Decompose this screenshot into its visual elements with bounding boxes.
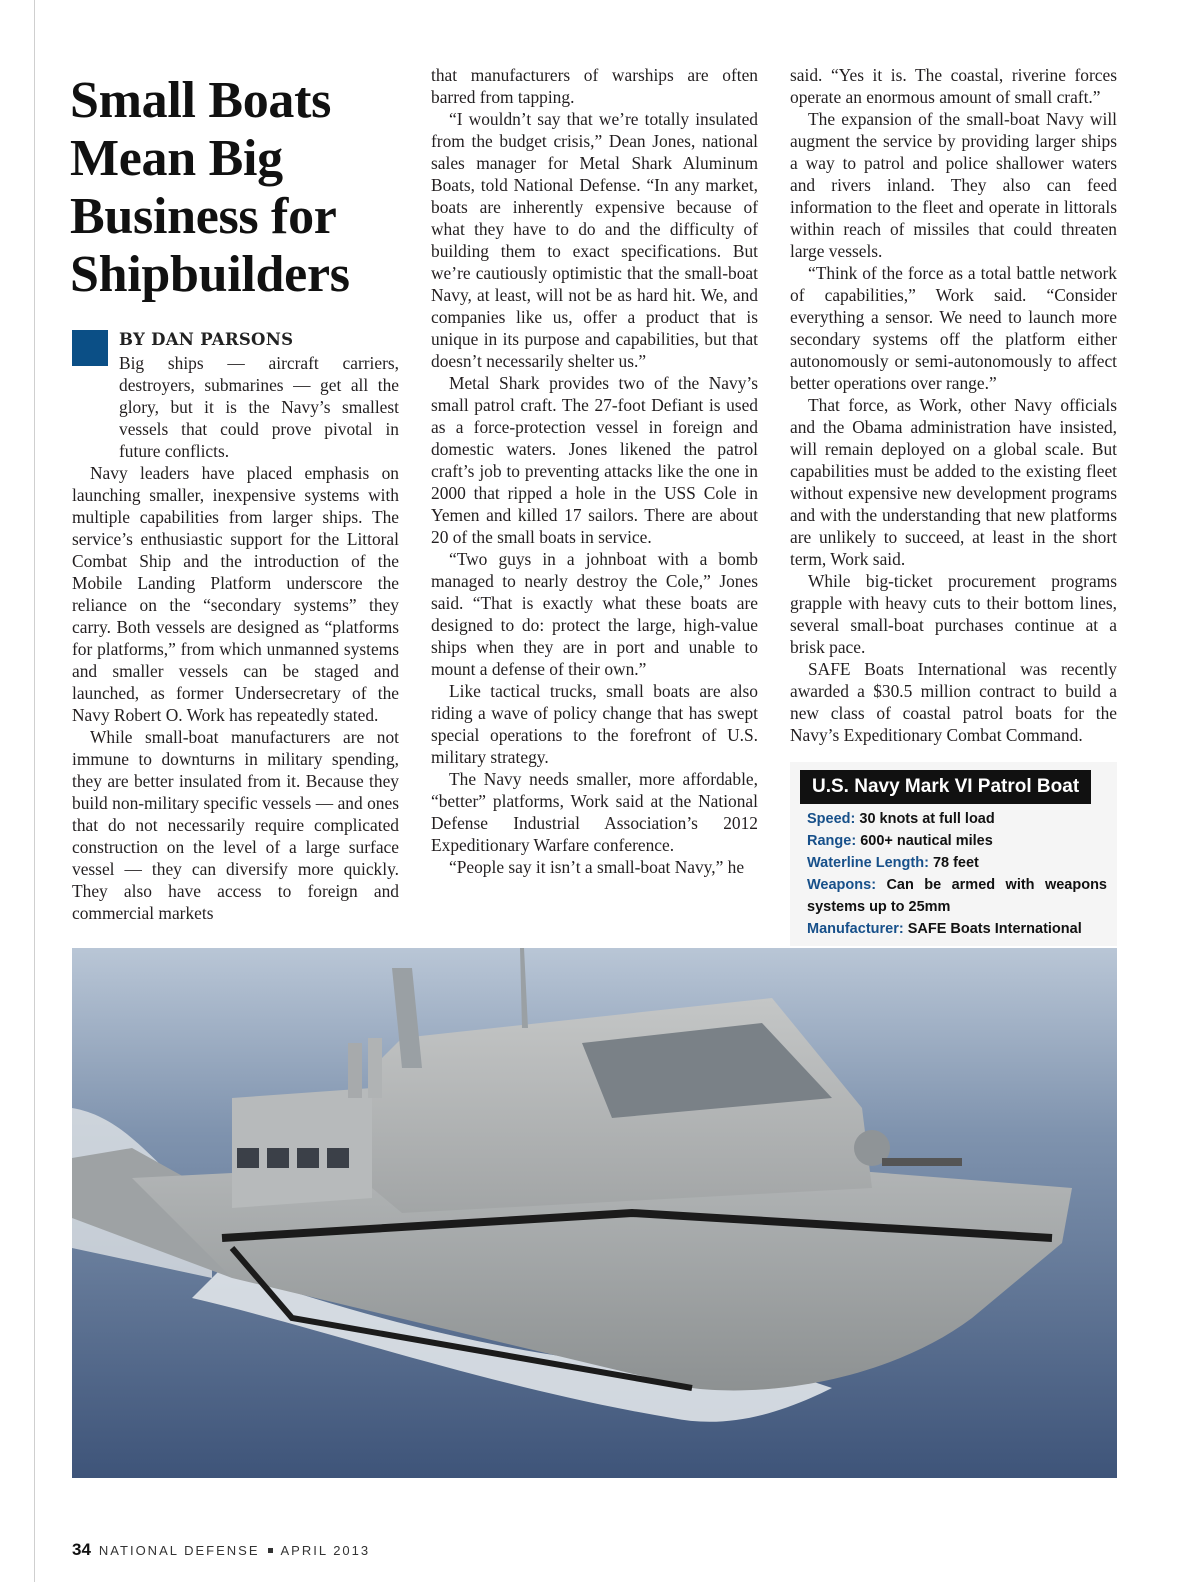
article-column-3 bbox=[790, 64, 1117, 746]
paragraph: Like tactical trucks, small boats are also riding a wave of policy change that has swept special operations to the forefront of U.S. military strategy. bbox=[431, 681, 758, 767]
footer-separator bbox=[268, 1548, 273, 1553]
spec-label: Weapons: bbox=[807, 877, 877, 893]
spec-row-weapons bbox=[807, 874, 1107, 918]
spec-value: Can be armed with weapons systems up to 25mm bbox=[807, 877, 1107, 915]
article-column-1 bbox=[72, 352, 399, 924]
patrol-boat-illustration bbox=[72, 948, 1117, 1478]
spec-value: 600+ nautical miles bbox=[860, 833, 993, 849]
porthole bbox=[327, 1148, 349, 1168]
paragraph: Big ships — aircraft carriers, destroyers, submarines — get all the glory, but it is the Navy’s smallest vessels that could prove pivotal in future conflicts. bbox=[119, 353, 399, 461]
byline: BY DAN PARSONS bbox=[119, 330, 294, 349]
paragraph: Metal Shark provides two of the Navy’s small patrol craft. The 27-foot Defiant is used as a force-protection vessel in foreign and domestic waters. Jones likened the patrol craft’s job to preventing attacks like the one in 2000 that ripped a hole in the USS Cole in Yemen and killed 17 sailors. There are about 20 of the small boats in service. bbox=[431, 373, 758, 547]
paragraph: While big-ticket procurement programs grapple with heavy cuts to their bottom lines, several small-boat purchases continue at a brisk pace. bbox=[790, 571, 1117, 657]
paragraph: Navy leaders have placed emphasis on launching smaller, inexpensive systems with multiple capabilities from larger ships. The service’s enthusiastic support for the Littoral Combat Ship and the introduction of the Mobile Landing Platform underscore the reliance on the “secondary systems” they carry. Both vessels are designed as “platforms for platforms,” from which unmanned systems and smaller vessels can be staged and launched, as former Undersecretary of the Navy Robert O. Work has repeatedly stated. bbox=[72, 463, 399, 725]
paragraph: The expansion of the small-boat Navy will augment the service by providing larger ships a way to patrol and police shallower waters and rivers inland. They also can feed information to the fleet and operate in littorals within reach of missiles that could threaten large vessels. bbox=[790, 109, 1117, 261]
porthole bbox=[237, 1148, 259, 1168]
spec-row-manufacturer bbox=[807, 918, 1107, 940]
spec-label: Range: bbox=[807, 833, 857, 849]
article-column-2 bbox=[431, 64, 758, 878]
paragraph: While small-boat manufacturers are not immune to downturns in military spending, they are better insulated from it. Because they build non-military specific vessels — and ones that do not necessarily require complicated construction on the level of a large surface vessel — they can diversify more quickly. They also have access to foreign and commercial markets bbox=[72, 727, 399, 923]
paragraph: That force, as Work, other Navy officials and the Obama administration have insisted, will remain deployed on a global scale. But capabilities must be added to the existing fleet without expensive new development programs and with the understanding that new platforms are unlikely to succeed, at least in the short term, Work said. bbox=[790, 395, 1117, 569]
crew-figure bbox=[368, 1038, 382, 1098]
page-edge-rule bbox=[34, 0, 35, 1582]
spec-row-speed bbox=[807, 808, 1107, 830]
publication-name: NATIONAL DEFENSE bbox=[98, 1543, 260, 1558]
spec-label: Manufacturer: bbox=[807, 921, 904, 937]
spec-value: 30 knots at full load bbox=[859, 811, 995, 827]
patrol-boat-photo bbox=[72, 948, 1117, 1478]
paragraph: “Two guys in a johnboat with a bomb managed to nearly destroy the Cole,” Jones said. “That is exactly what these boats are designed to do: protect the large, high-value ships when they are in port and unable to mount a defense of their own.” bbox=[431, 549, 758, 679]
spec-list bbox=[807, 808, 1107, 940]
spec-sidebar bbox=[790, 762, 1117, 946]
page-footer bbox=[72, 1540, 370, 1560]
paragraph: “I wouldn’t say that we’re totally insulated from the budget crisis,” Dean Jones, national sales manager for Metal Shark Aluminum Boats, told National Defense. “In any market, boats are inherently expensive because of what they have to do and the difficulty of building them to exact specifications. But we’re cautiously optimistic that the small-boat Navy, at least, will not be as hard hit. We, and companies like us, offer a product that is unique in its purpose and capabilities, but that doesn’t necessarily shelter us.” bbox=[431, 109, 758, 371]
spec-row-length bbox=[807, 852, 1107, 874]
crew-figure bbox=[348, 1043, 362, 1098]
paragraph: “People say it isn’t a small-boat Navy,” he bbox=[449, 857, 745, 877]
spec-label: Speed: bbox=[807, 811, 856, 827]
forward-gun-barrel bbox=[882, 1158, 962, 1166]
article-headline: Small Boats Mean Big Business for Shipbuilders bbox=[70, 72, 350, 303]
paragraph: The Navy needs smaller, more affordable, “better” platforms, Work said at the National Defense Industrial Association’s 2012 Expeditionary Warfare conference. bbox=[431, 769, 758, 855]
paragraph: “Think of the force as a total battle network of capabilities,” Work said. “Consider everything a sensor. We need to launch more secondary systems off the platform either autonomously or semi-autonomously to affect better operations over range.” bbox=[790, 263, 1117, 393]
issue-date: APRIL 2013 bbox=[280, 1543, 371, 1558]
spec-value: SAFE Boats International bbox=[907, 921, 1082, 937]
paragraph: said. “Yes it is. The coastal, riverine forces operate an enormous amount of small craft.” bbox=[790, 65, 1117, 107]
paragraph: SAFE Boats International was recently awarded a $30.5 million contract to build a new class of coastal patrol boats for the Navy’s Expeditionary Combat Command. bbox=[790, 659, 1117, 745]
paragraph: that manufacturers of warships are often barred from tapping. bbox=[431, 65, 758, 107]
spec-row-range bbox=[807, 830, 1107, 852]
porthole bbox=[267, 1148, 289, 1168]
spec-value: 78 feet bbox=[932, 855, 979, 871]
sidebar-title: U.S. Navy Mark VI Patrol Boat bbox=[800, 770, 1091, 804]
porthole bbox=[297, 1148, 319, 1168]
spec-label: Waterline Length: bbox=[807, 855, 929, 871]
page-number: 34 bbox=[72, 1540, 91, 1559]
